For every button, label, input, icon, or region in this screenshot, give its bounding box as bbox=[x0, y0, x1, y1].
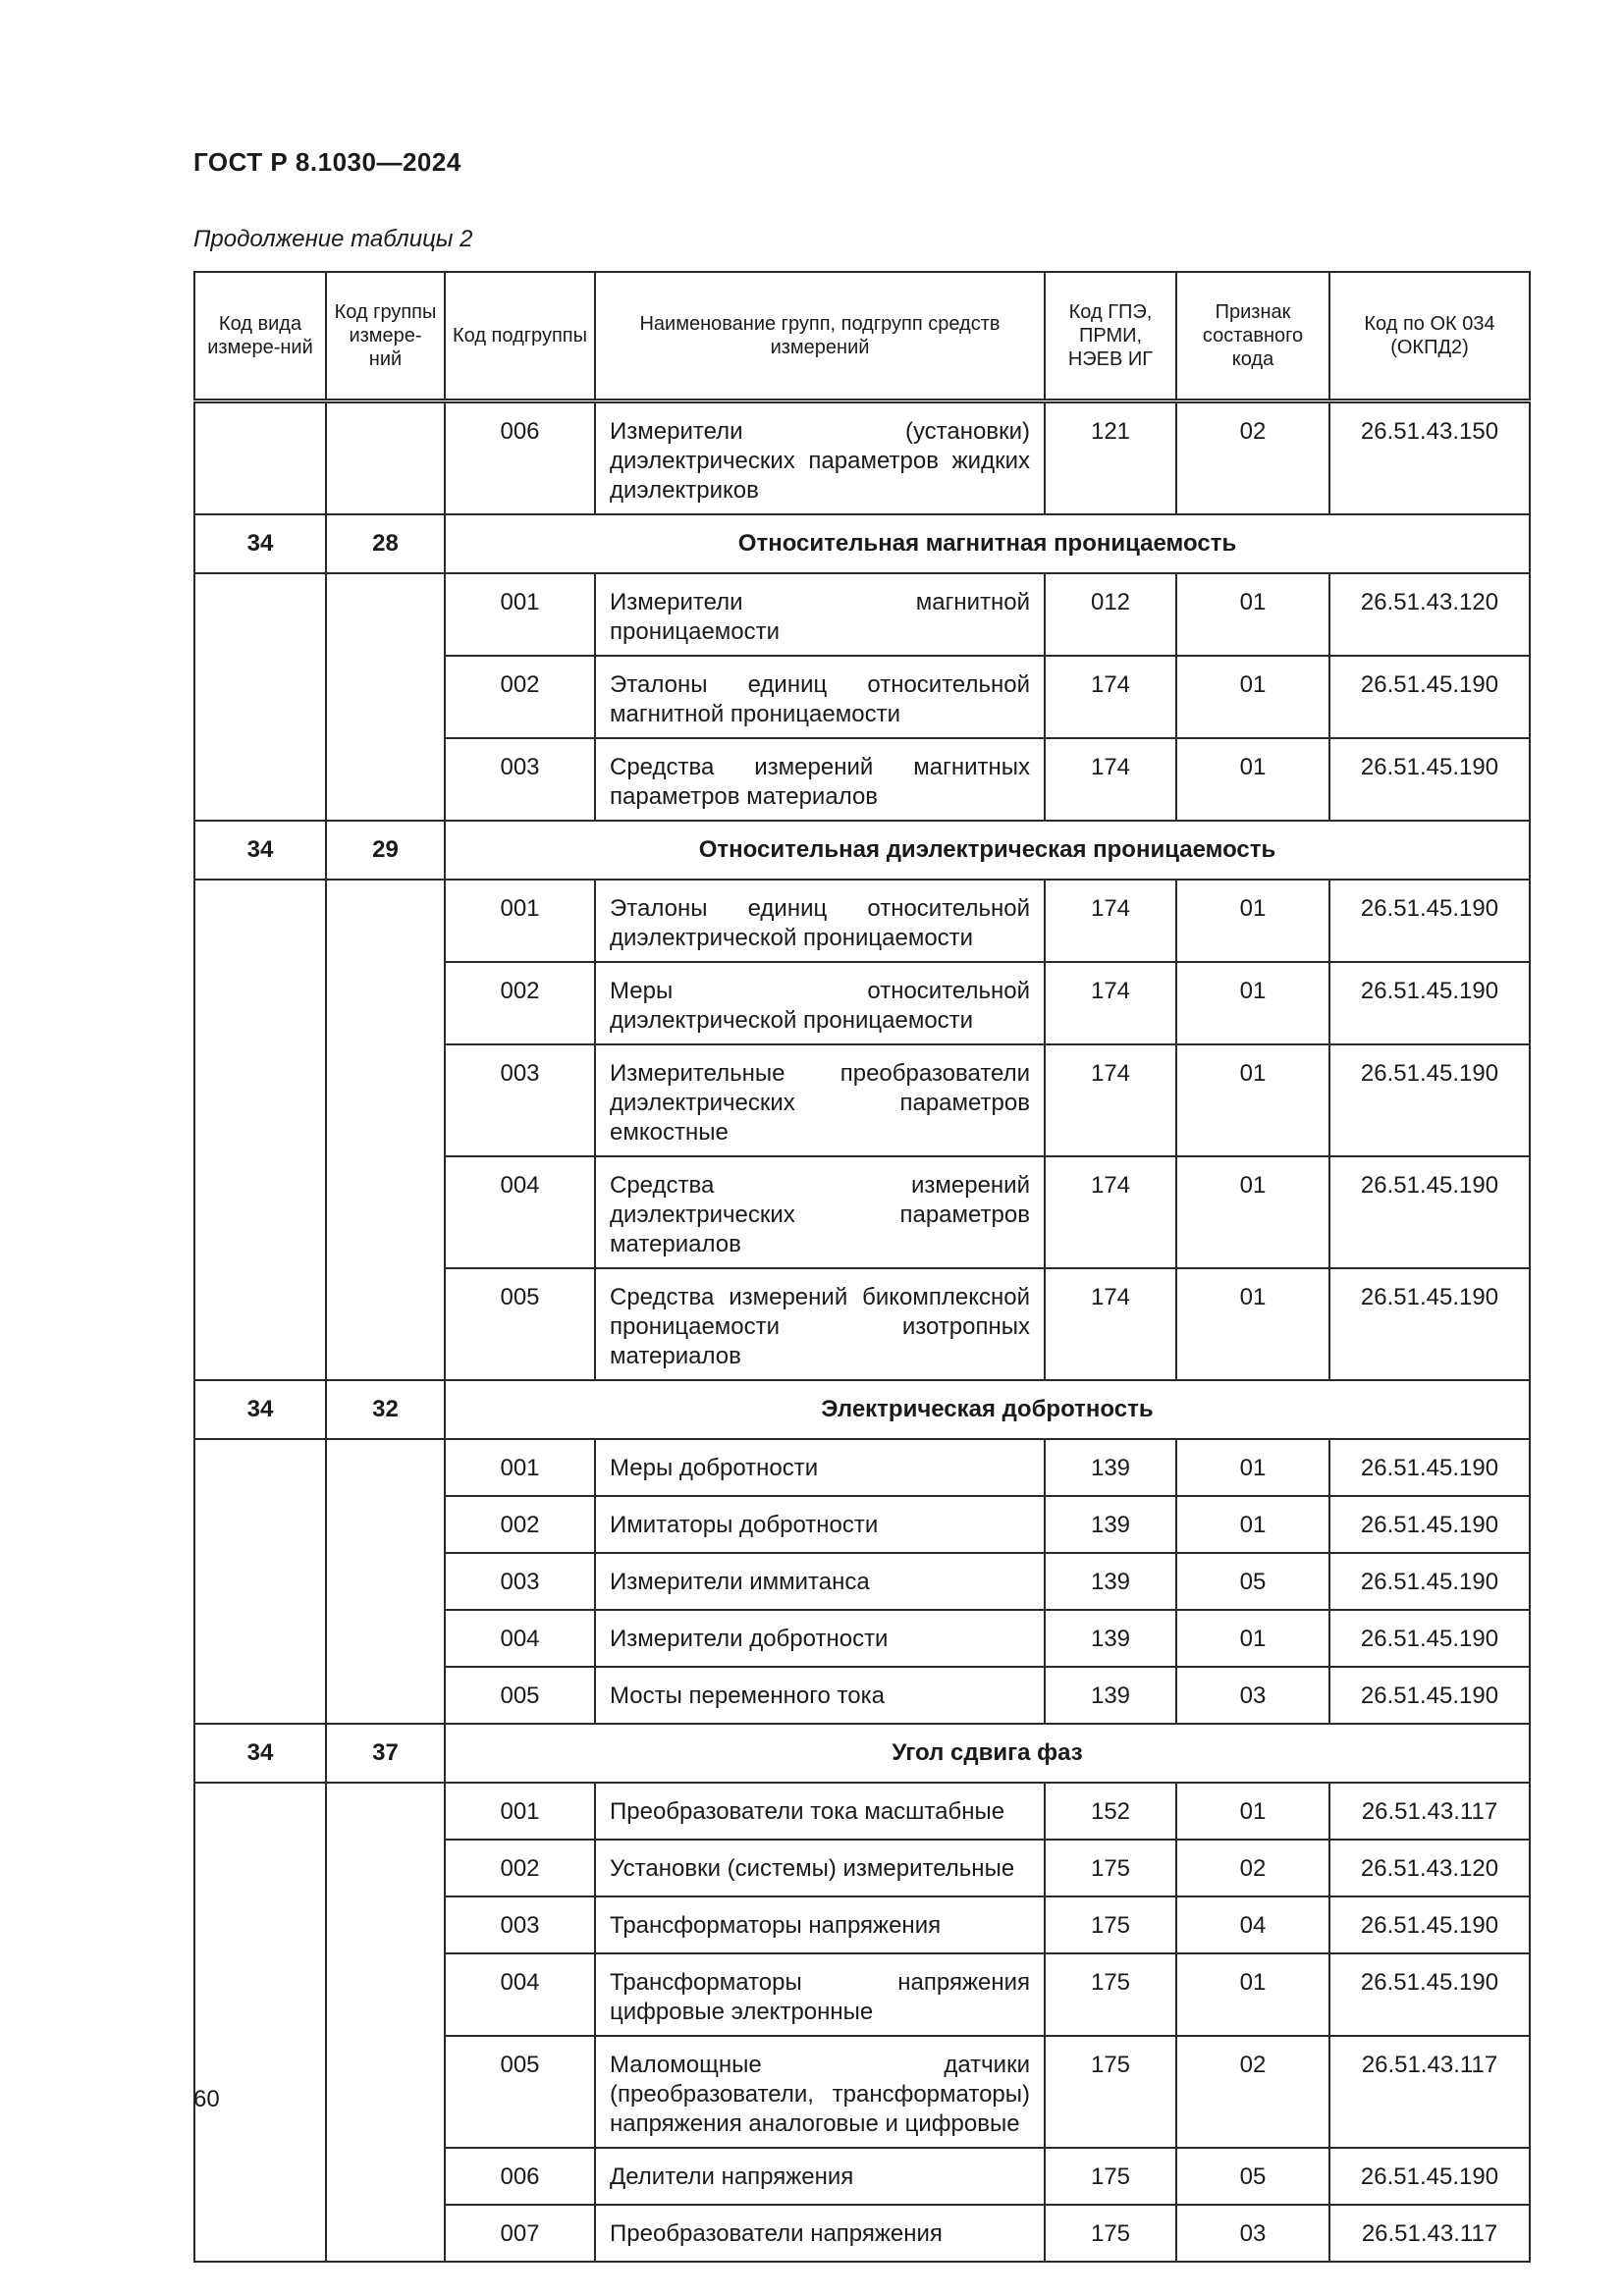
measurement-group-code: 28 bbox=[326, 514, 445, 573]
empty-cell bbox=[326, 1156, 445, 1268]
table-row bbox=[194, 1496, 1530, 1553]
empty-cell bbox=[326, 1496, 445, 1553]
subgroup-code: 002 bbox=[445, 962, 595, 1044]
group-row bbox=[194, 1724, 1530, 1783]
okpd2-code: 26.51.45.190 bbox=[1329, 656, 1530, 738]
item-name: Средства измерений бикомплексной проницаемости изотропных материалов bbox=[595, 1268, 1045, 1380]
composite-sign: 03 bbox=[1176, 2205, 1329, 2262]
item-name: Средства измерений магнитных параметров материалов bbox=[595, 738, 1045, 821]
gpe-code: 175 bbox=[1045, 1953, 1176, 2036]
item-name: Измерительные преобразователи диэлектрических параметров емкостные bbox=[595, 1044, 1045, 1156]
empty-cell bbox=[194, 401, 326, 515]
empty-cell bbox=[326, 1268, 445, 1380]
empty-cell bbox=[326, 656, 445, 738]
measurement-group-code: 37 bbox=[326, 1724, 445, 1783]
gpe-code: 175 bbox=[1045, 1840, 1176, 1896]
subgroup-code: 003 bbox=[445, 1553, 595, 1610]
group-name: Угол сдвига фаз bbox=[445, 1724, 1530, 1783]
item-name: Меры добротности bbox=[595, 1439, 1045, 1496]
empty-cell bbox=[194, 1896, 326, 1953]
empty-cell bbox=[326, 1553, 445, 1610]
table-row bbox=[194, 401, 1530, 515]
empty-cell bbox=[326, 1953, 445, 2036]
table-row bbox=[194, 880, 1530, 962]
gpe-code: 175 bbox=[1045, 2205, 1176, 2262]
item-name: Имитаторы добротности bbox=[595, 1496, 1045, 1553]
group-row bbox=[194, 1380, 1530, 1439]
okpd2-code: 26.51.45.190 bbox=[1329, 1553, 1530, 1610]
empty-cell bbox=[194, 880, 326, 962]
subgroup-code: 006 bbox=[445, 2148, 595, 2205]
subgroup-code: 005 bbox=[445, 2036, 595, 2148]
group-name: Электрическая добротность bbox=[445, 1380, 1530, 1439]
okpd2-code: 26.51.45.190 bbox=[1329, 880, 1530, 962]
subgroup-code: 002 bbox=[445, 656, 595, 738]
item-name: Измерители иммитанса bbox=[595, 1553, 1045, 1610]
table-row bbox=[194, 1783, 1530, 1840]
empty-cell bbox=[194, 1840, 326, 1896]
empty-cell bbox=[326, 2205, 445, 2262]
table-row bbox=[194, 1156, 1530, 1268]
okpd2-code: 26.51.43.117 bbox=[1329, 1783, 1530, 1840]
item-name: Трансформаторы напряжения bbox=[595, 1896, 1045, 1953]
okpd2-code: 26.51.45.190 bbox=[1329, 738, 1530, 821]
gpe-code: 175 bbox=[1045, 1896, 1176, 1953]
item-name: Мосты переменного тока bbox=[595, 1667, 1045, 1724]
composite-sign: 03 bbox=[1176, 1667, 1329, 1724]
item-name: Делители напряжения bbox=[595, 2148, 1045, 2205]
empty-cell bbox=[326, 880, 445, 962]
table-row bbox=[194, 1439, 1530, 1496]
empty-cell bbox=[194, 1439, 326, 1496]
composite-sign: 05 bbox=[1176, 2148, 1329, 2205]
empty-cell bbox=[194, 1044, 326, 1156]
gpe-code: 152 bbox=[1045, 1783, 1176, 1840]
empty-cell bbox=[194, 1496, 326, 1553]
composite-sign: 01 bbox=[1176, 1496, 1329, 1553]
table-body bbox=[194, 401, 1530, 2263]
okpd2-code: 26.51.45.190 bbox=[1329, 1953, 1530, 2036]
gpe-code: 139 bbox=[1045, 1439, 1176, 1496]
gpe-code: 012 bbox=[1045, 573, 1176, 656]
subgroup-code: 005 bbox=[445, 1268, 595, 1380]
empty-cell bbox=[194, 1268, 326, 1380]
gpe-code: 174 bbox=[1045, 880, 1176, 962]
col-header-subgroup-code: Код подгруппы bbox=[445, 272, 595, 401]
empty-cell bbox=[194, 656, 326, 738]
okpd2-code: 26.51.45.190 bbox=[1329, 1667, 1530, 1724]
group-name: Относительная диэлектрическая проницаемость bbox=[445, 821, 1530, 880]
table-row bbox=[194, 2205, 1530, 2262]
subgroup-code: 002 bbox=[445, 1840, 595, 1896]
gpe-code: 139 bbox=[1045, 1667, 1176, 1724]
table-row bbox=[194, 2148, 1530, 2205]
empty-cell bbox=[194, 1667, 326, 1724]
col-header-okpd2-code: Код по ОК 034 (ОКПД2) bbox=[1329, 272, 1530, 401]
empty-cell bbox=[194, 573, 326, 656]
empty-cell bbox=[326, 1783, 445, 1840]
composite-sign: 01 bbox=[1176, 656, 1329, 738]
measurement-type-code: 34 bbox=[194, 821, 326, 880]
empty-cell bbox=[326, 1044, 445, 1156]
composite-sign: 05 bbox=[1176, 1553, 1329, 1610]
item-name: Установки (системы) измерительные bbox=[595, 1840, 1045, 1896]
empty-cell bbox=[194, 2205, 326, 2262]
gpe-code: 139 bbox=[1045, 1553, 1176, 1610]
subgroup-code: 006 bbox=[445, 401, 595, 515]
gpe-code: 139 bbox=[1045, 1496, 1176, 1553]
gpe-code: 174 bbox=[1045, 1156, 1176, 1268]
gpe-code: 175 bbox=[1045, 2148, 1176, 2205]
empty-cell bbox=[326, 738, 445, 821]
gpe-code: 174 bbox=[1045, 738, 1176, 821]
empty-cell bbox=[326, 2148, 445, 2205]
item-name: Эталоны единиц относительной диэлектрической проницаемости bbox=[595, 880, 1045, 962]
table-row bbox=[194, 1610, 1530, 1667]
measurement-type-code: 34 bbox=[194, 1380, 326, 1439]
composite-sign: 02 bbox=[1176, 1840, 1329, 1896]
composite-sign: 02 bbox=[1176, 401, 1329, 515]
item-name: Трансформаторы напряжения цифровые электронные bbox=[595, 1953, 1045, 2036]
okpd2-code: 26.51.43.117 bbox=[1329, 2205, 1530, 2262]
subgroup-code: 004 bbox=[445, 1610, 595, 1667]
group-name: Относительная магнитная проницаемость bbox=[445, 514, 1530, 573]
subgroup-code: 003 bbox=[445, 1896, 595, 1953]
subgroup-code: 002 bbox=[445, 1496, 595, 1553]
item-name: Измерители (установки) диэлектрических параметров жидких диэлектриков bbox=[595, 401, 1045, 515]
table-header-row bbox=[194, 272, 1530, 401]
empty-cell bbox=[194, 2148, 326, 2205]
table-row bbox=[194, 1553, 1530, 1610]
item-name: Меры относительной диэлектрической проницаемости bbox=[595, 962, 1045, 1044]
subgroup-code: 001 bbox=[445, 573, 595, 656]
empty-cell bbox=[326, 1840, 445, 1896]
okpd2-code: 26.51.45.190 bbox=[1329, 1156, 1530, 1268]
empty-cell bbox=[326, 573, 445, 656]
measurement-type-code: 34 bbox=[194, 1724, 326, 1783]
classification-table bbox=[193, 271, 1531, 2263]
table-row bbox=[194, 962, 1530, 1044]
composite-sign: 01 bbox=[1176, 1156, 1329, 1268]
item-name: Эталоны единиц относительной магнитной проницаемости bbox=[595, 656, 1045, 738]
composite-sign: 01 bbox=[1176, 1953, 1329, 2036]
composite-sign: 01 bbox=[1176, 880, 1329, 962]
group-row bbox=[194, 514, 1530, 573]
empty-cell bbox=[194, 738, 326, 821]
table-row bbox=[194, 1044, 1530, 1156]
subgroup-code: 001 bbox=[445, 1439, 595, 1496]
table-row bbox=[194, 2036, 1530, 2148]
okpd2-code: 26.51.45.190 bbox=[1329, 2148, 1530, 2205]
composite-sign: 01 bbox=[1176, 1044, 1329, 1156]
empty-cell bbox=[326, 1667, 445, 1724]
item-name: Измерители добротности bbox=[595, 1610, 1045, 1667]
empty-cell bbox=[326, 962, 445, 1044]
item-name: Измерители магнитной проницаемости bbox=[595, 573, 1045, 656]
subgroup-code: 001 bbox=[445, 1783, 595, 1840]
measurement-group-code: 32 bbox=[326, 1380, 445, 1439]
item-name: Средства измерений диэлектрических параметров материалов bbox=[595, 1156, 1045, 1268]
empty-cell bbox=[326, 1439, 445, 1496]
empty-cell bbox=[194, 1156, 326, 1268]
subgroup-code: 007 bbox=[445, 2205, 595, 2262]
gpe-code: 139 bbox=[1045, 1610, 1176, 1667]
table-row bbox=[194, 1896, 1530, 1953]
empty-cell bbox=[194, 962, 326, 1044]
empty-cell bbox=[194, 1953, 326, 2036]
okpd2-code: 26.51.45.190 bbox=[1329, 1610, 1530, 1667]
item-name: Маломощные датчики (преобразователи, трансформаторы) напряжения аналоговые и цифровые bbox=[595, 2036, 1045, 2148]
table-row bbox=[194, 738, 1530, 821]
empty-cell bbox=[326, 1896, 445, 1953]
col-header-measurement-type-code: Код вида измере-ний bbox=[194, 272, 326, 401]
empty-cell bbox=[326, 401, 445, 515]
okpd2-code: 26.51.43.120 bbox=[1329, 1840, 1530, 1896]
okpd2-code: 26.51.45.190 bbox=[1329, 1044, 1530, 1156]
composite-sign: 02 bbox=[1176, 2036, 1329, 2148]
empty-cell bbox=[194, 1783, 326, 1840]
gpe-code: 174 bbox=[1045, 1268, 1176, 1380]
col-header-measurement-group-code: Код группы измере-ний bbox=[326, 272, 445, 401]
item-name: Преобразователи тока масштабные bbox=[595, 1783, 1045, 1840]
measurement-type-code: 34 bbox=[194, 514, 326, 573]
composite-sign: 01 bbox=[1176, 1783, 1329, 1840]
okpd2-code: 26.51.43.150 bbox=[1329, 401, 1530, 515]
col-header-gpe-code: Код ГПЭ, ПРМИ, НЭЕВ ИГ bbox=[1045, 272, 1176, 401]
item-name: Преобразователи напряжения bbox=[595, 2205, 1045, 2262]
okpd2-code: 26.51.45.190 bbox=[1329, 1268, 1530, 1380]
gpe-code: 175 bbox=[1045, 2036, 1176, 2148]
okpd2-code: 26.51.45.190 bbox=[1329, 962, 1530, 1044]
empty-cell bbox=[326, 2036, 445, 2148]
col-header-group-name: Наименование групп, подгрупп средств измерений bbox=[595, 272, 1045, 401]
composite-sign: 01 bbox=[1176, 962, 1329, 1044]
table-row bbox=[194, 1840, 1530, 1896]
subgroup-code: 003 bbox=[445, 1044, 595, 1156]
gpe-code: 174 bbox=[1045, 656, 1176, 738]
page-number: 60 bbox=[193, 2086, 220, 2112]
okpd2-code: 26.51.45.190 bbox=[1329, 1439, 1530, 1496]
table-row bbox=[194, 1667, 1530, 1724]
subgroup-code: 004 bbox=[445, 1156, 595, 1268]
table-row bbox=[194, 656, 1530, 738]
gpe-code: 121 bbox=[1045, 401, 1176, 515]
table-row bbox=[194, 1268, 1530, 1380]
okpd2-code: 26.51.43.117 bbox=[1329, 2036, 1530, 2148]
empty-cell bbox=[194, 1610, 326, 1667]
table-caption: Продолжение таблицы 2 bbox=[193, 226, 473, 252]
subgroup-code: 003 bbox=[445, 738, 595, 821]
document-title: ГОСТ Р 8.1030—2024 bbox=[193, 147, 461, 177]
okpd2-code: 26.51.43.120 bbox=[1329, 573, 1530, 656]
composite-sign: 04 bbox=[1176, 1896, 1329, 1953]
col-header-composite-sign: Признак составного кода bbox=[1176, 272, 1329, 401]
gpe-code: 174 bbox=[1045, 962, 1176, 1044]
subgroup-code: 001 bbox=[445, 880, 595, 962]
empty-cell bbox=[194, 1553, 326, 1610]
okpd2-code: 26.51.45.190 bbox=[1329, 1896, 1530, 1953]
composite-sign: 01 bbox=[1176, 573, 1329, 656]
composite-sign: 01 bbox=[1176, 1268, 1329, 1380]
subgroup-code: 004 bbox=[445, 1953, 595, 2036]
composite-sign: 01 bbox=[1176, 1439, 1329, 1496]
table-row bbox=[194, 573, 1530, 656]
empty-cell bbox=[326, 1610, 445, 1667]
measurement-group-code: 29 bbox=[326, 821, 445, 880]
gpe-code: 174 bbox=[1045, 1044, 1176, 1156]
subgroup-code: 005 bbox=[445, 1667, 595, 1724]
composite-sign: 01 bbox=[1176, 738, 1329, 821]
composite-sign: 01 bbox=[1176, 1610, 1329, 1667]
table-row bbox=[194, 1953, 1530, 2036]
okpd2-code: 26.51.45.190 bbox=[1329, 1496, 1530, 1553]
group-row bbox=[194, 821, 1530, 880]
